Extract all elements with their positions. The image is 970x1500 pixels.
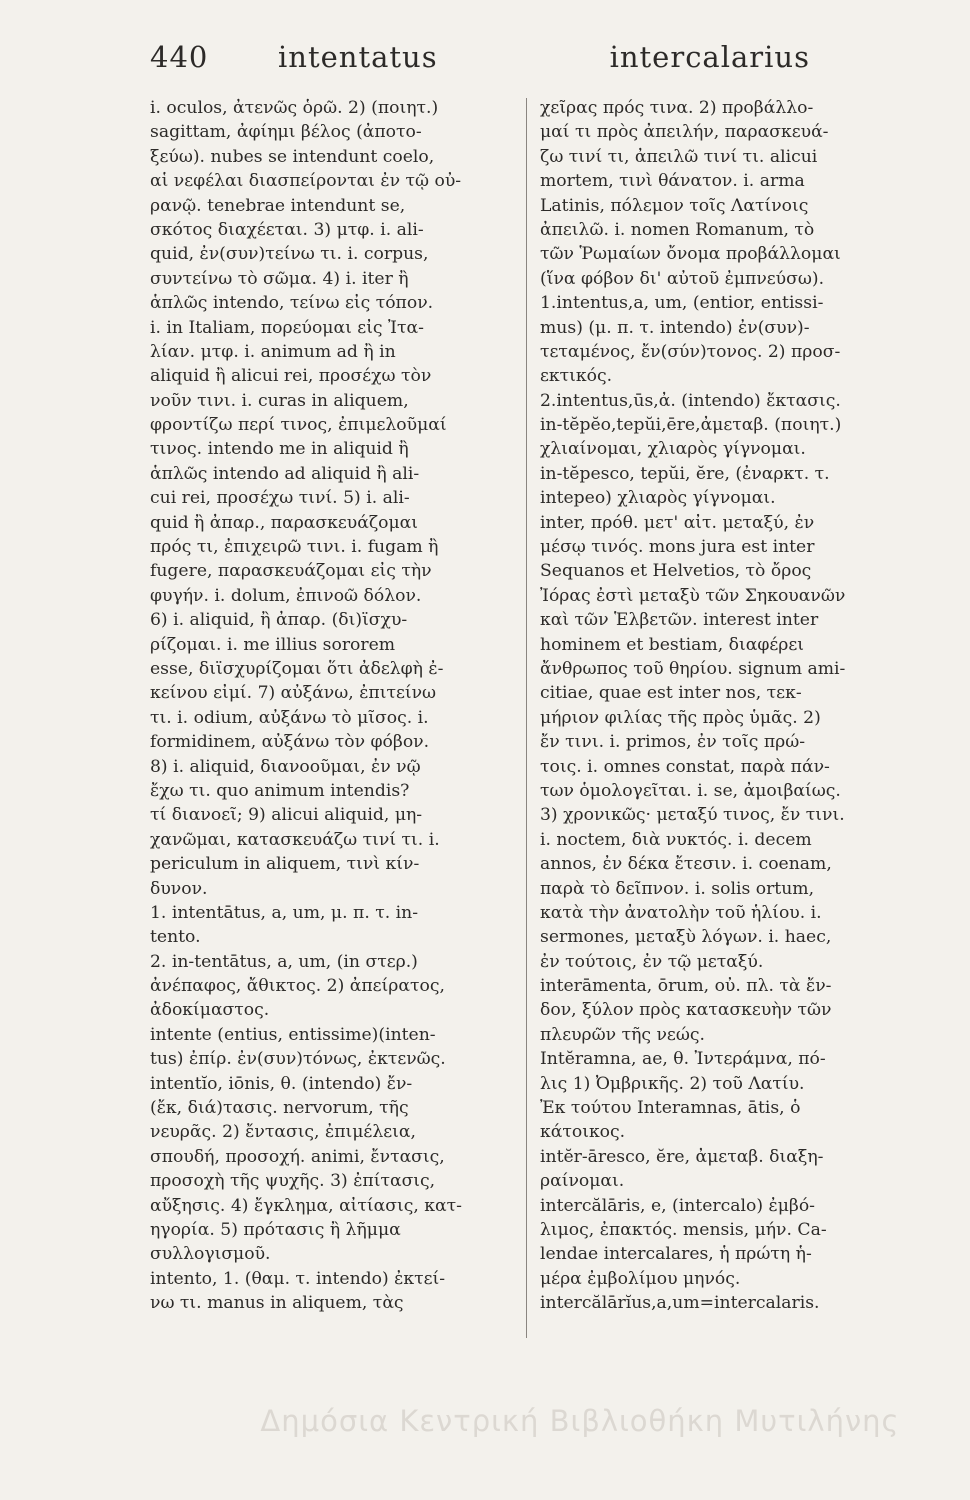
text-line: fugere, παρασκευάζομαι εἰς τὴν <box>150 561 432 582</box>
text-line: λις 1) Ὀμβρικῆς. 2) τοῦ Λατίυ. <box>540 1073 805 1094</box>
text-line: τινος. intendo me in aliquid ἢ <box>150 439 409 460</box>
text-line: Latinis, πόλεμον τοῖς Λατίνοις <box>540 195 809 216</box>
text-line: ξεύω). nubes se intendunt coelo, <box>150 146 435 167</box>
text-line: λίαν. μτφ. i. animum ad ἢ in <box>150 341 396 362</box>
text-line: φροντίζω περί τινος, ἐπιμελοῦμαί <box>150 415 447 436</box>
text-line: periculum in aliquem, τινὶ κίν- <box>150 854 420 875</box>
left-headword: intentatus <box>278 40 438 74</box>
right-column <box>540 96 905 1316</box>
text-line: sagittam, ἀφίημι βέλος (ἀποτο- <box>150 122 422 143</box>
text-line: hominem et bestiam, διαφέρει <box>540 634 805 655</box>
text-line: ἁπλῶς intendo ad aliquid ἢ ali- <box>150 463 420 484</box>
text-line: sermones, μεταξὺ λόγων. i. haec, <box>540 927 832 948</box>
text-line: δυνον. <box>150 878 208 899</box>
text-line: tento. <box>150 927 201 948</box>
text-line: ἁπλῶς intendo, τείνω εἰς τόπον. <box>150 293 434 314</box>
text-line: χλιαίνομαι, χλιαρὸς γίγνομαι. <box>540 439 806 460</box>
text-line: in-tĕpĕo,tepŭi,ēre,ἀμεταβ. (ποιητ.) <box>540 415 842 436</box>
text-line: 8) i. aliquid, διανοοῦμαι, ἐν νῷ <box>150 756 421 777</box>
text-line: ραίνομαι. <box>540 1171 625 1192</box>
text-line: των ὁμολογεῖται. i. se, ἀμοιβαίως. <box>540 780 841 801</box>
running-head <box>150 40 810 90</box>
text-line: σπουδή, προσοχή. animi, ἔντασις, <box>150 1146 445 1167</box>
text-line: 2.intentus,ūs,ἀ. (intendo) ἔκτασις. <box>540 390 841 411</box>
text-line: mus) (μ. π. τ. intendo) ἐν(συν)- <box>540 317 810 338</box>
text-line: αἱ νεφέλαι διασπείρονται ἐν τῷ οὐ- <box>150 171 462 192</box>
text-line: ἄνθρωπος τοῦ θηρίου. signum ami- <box>540 658 846 679</box>
text-line: προσοχὴ τῆς ψυχῆς. 3) ἐπίτασις, <box>150 1171 436 1192</box>
text-line: intento, 1. (θαμ. τ. intendo) ἐκτεί- <box>150 1268 446 1289</box>
text-line: cui rei, προσέχω τινί. 5) i. ali- <box>150 488 410 509</box>
text-line: in-tĕpesco, tepŭi, ĕre, (ἐναρκτ. τ. <box>540 463 830 484</box>
text-line: intente (entius, entissime)(inten- <box>150 1024 436 1045</box>
text-line: formidinem, αὐξάνω τὸν φόβον. <box>150 732 430 753</box>
text-line: intepeo) χλιαρὸς γίγνομαι. <box>540 488 776 509</box>
text-line: i. noctem, διὰ νυκτός. i. decem <box>540 829 812 850</box>
text-line: συντείνω τὸ σῶμα. 4) i. iter ἢ <box>150 268 409 289</box>
text-line: κάτοικος. <box>540 1122 626 1143</box>
text-line: mortem, τινὶ θάνατον. i. arma <box>540 171 805 192</box>
text-line: intĕr-āresco, ĕre, ἀμεταβ. διαξη- <box>540 1146 824 1167</box>
text-line: κατὰ τὴν ἀνατολὴν τοῦ ἡλίου. i. <box>540 902 822 923</box>
text-line: Sequanos et Helvetios, τὸ ὄρος <box>540 561 812 582</box>
text-line: νοῦν τινι. i. curas in aliquem, <box>150 390 409 411</box>
text-line: Ἐκ τούτου Interamnas, ātis, ὁ <box>540 1098 801 1119</box>
text-line: ζω τινί τι, ἀπειλῶ τινί τι. alicui <box>540 146 818 167</box>
right-headword: intercalarius <box>609 40 810 74</box>
text-line: εκτικός. <box>540 366 613 387</box>
text-line: πρός τι, ἐπιχειρῶ τινι. i. fugam ἢ <box>150 537 439 558</box>
text-line: annos, ἐν δέκα ἔτεσιν. i. coenam, <box>540 854 832 875</box>
text-line: quid, ἐν(συν)τείνω τι. i. corpus, <box>150 244 429 265</box>
left-column <box>150 96 515 1316</box>
text-line: 2. in-tentātus, a, um, (in στερ.) <box>150 951 418 972</box>
text-line: ρανῷ. tenebrae intendunt se, <box>150 195 406 216</box>
text-line: ἀδοκίμαστος. <box>150 1000 270 1021</box>
text-line: 1. intentātus, a, um, μ. π. τ. in- <box>150 902 419 923</box>
text-line: intercălāris, e, (intercalo) ἐμβό- <box>540 1195 815 1216</box>
text-line: Ἰόρας ἐστὶ μεταξὺ τῶν Σηκουανῶν <box>540 585 846 606</box>
library-watermark: Δημόσια Κεντρική Βιβλιοθήκη Μυτιλήνης <box>260 1404 900 1438</box>
text-line: quid ἢ ἀπαρ., παρασκευάζομαι <box>150 512 419 533</box>
text-line: καὶ τῶν Ἑλβετῶν. interest inter <box>540 610 819 631</box>
text-line: Intĕramna, ae, θ. Ἰντεράμνα, πό- <box>540 1049 826 1070</box>
text-line: πλευρῶν τῆς νεώς. <box>540 1024 705 1045</box>
text-line: ρίζομαι. i. me illius sororem <box>150 634 396 655</box>
text-line: aliquid ἢ alicui rei, προσέχω τὸν <box>150 366 432 387</box>
text-line: κείνου εἰμί. 7) αὐξάνω, ἐπιτείνω <box>150 683 437 704</box>
text-line: μήριον φιλίας τῆς πρὸς ὑμᾶς. 2) <box>540 707 821 728</box>
text-line: citiae, quae est inter nos, τεκ- <box>540 683 802 704</box>
text-line: 3) χρονικῶς· μεταξύ τινος, ἔν τινι. <box>540 805 845 826</box>
text-line: esse, διϊσχυρίζομαι ὅτι ἀδελφὴ ἐ- <box>150 658 444 679</box>
text-line: νω τι. manus in aliquem, τὰς <box>150 1293 404 1314</box>
text-line: μέρα ἐμβολίμου μηνός. <box>540 1268 741 1289</box>
text-line: τί διανοεῖ; 9) alicui aliquid, μη- <box>150 805 423 826</box>
column-divider <box>526 98 527 1338</box>
text-line: νευρᾶς. 2) ἔντασις, ἐπιμέλεια, <box>150 1122 416 1143</box>
text-line: ἀνέπαφος, ἄθικτος. 2) ἀπείρατος, <box>150 976 445 997</box>
text-line: ἀπειλῶ. i. nomen Romanum, τὸ <box>540 219 815 240</box>
page-number: 440 <box>150 40 209 74</box>
text-line: ἔν τινι. i. primos, ἐν τοῖς πρώ- <box>540 732 806 753</box>
text-line: τῶν Ῥωμαίων ὄνομα προβάλλομαι <box>540 244 841 265</box>
text-line: 6) i. aliquid, ἢ ἀπαρ. (δι)ϊσχυ- <box>150 610 408 631</box>
text-line: φυγήν. i. dolum, ἐπινοῶ δόλον. <box>150 585 422 606</box>
text-line: δον, ξύλον πρὸς κατασκευὴν τῶν <box>540 1000 832 1021</box>
text-line: μαί τι πρὸς ἀπειλήν, παρασκευά- <box>540 122 829 143</box>
text-line: χανῶμαι, κατασκευάζω τινί τι. i. <box>150 829 440 850</box>
text-line: intentĭo, iōnis, θ. (intendo) ἔν- <box>150 1073 413 1094</box>
text-line: σκότος διαχέεται. 3) μτφ. i. ali- <box>150 219 424 240</box>
text-line: ἔχω τι. quo animum intendis? <box>150 780 410 801</box>
text-line: χεῖρας πρός τινα. 2) προβάλλο- <box>540 98 814 118</box>
text-line: 1.intentus,a, um, (entior, entissi- <box>540 293 824 314</box>
text-line: ἐν τούτοις, ἐν τῷ μεταξύ. <box>540 951 764 972</box>
text-line: παρὰ τὸ δεῖπνον. i. solis ortum, <box>540 878 815 899</box>
text-line: τοις. i. omnes constat, παρὰ πάν- <box>540 756 830 777</box>
text-line: τεταμένος, ἔν(σύν)τονος. 2) προσ- <box>540 341 841 362</box>
text-line: tus) ἐπίρ. ἐν(συν)τόνως, ἐκτενῶς. <box>150 1049 446 1070</box>
text-line: lendae intercalares, ἡ πρώτη ἡ- <box>540 1244 812 1265</box>
text-line: i. in Italiam, πορεύομαι εἰς Ἰτα- <box>150 317 424 338</box>
text-line: λιμος, ἐπακτός. mensis, μήν. Ca- <box>540 1219 827 1240</box>
text-line: μέσῳ τινός. mons jura est inter <box>540 537 815 558</box>
text-line: συλλογισμοῦ. <box>150 1244 271 1265</box>
text-line: (ἵνα φόβον δι' αὐτοῦ ἐμπνεύσω). <box>540 268 825 289</box>
text-line: (ἔκ, διά)τασις. nervorum, τῆς <box>150 1098 409 1119</box>
text-line: interāmenta, ōrum, οὐ. πλ. τὰ ἔν- <box>540 976 832 997</box>
text-line: intercălārĭus,a,um=intercalaris. <box>540 1293 820 1314</box>
text-line: αὔξησις. 4) ἔγκλημα, αἰτίασις, κατ- <box>150 1195 462 1216</box>
text-line: i. oculos, ἀτενῶς ὁρῶ. 2) (ποιητ.) <box>150 98 439 118</box>
text-line: ηγορία. 5) πρότασις ἢ λῆμμα <box>150 1219 401 1240</box>
text-line: τι. i. odium, αὐξάνω τὸ μῖσος. i. <box>150 707 429 728</box>
text-line: inter, πρόθ. μετ' αἰτ. μεταξύ, ἐν <box>540 512 815 533</box>
